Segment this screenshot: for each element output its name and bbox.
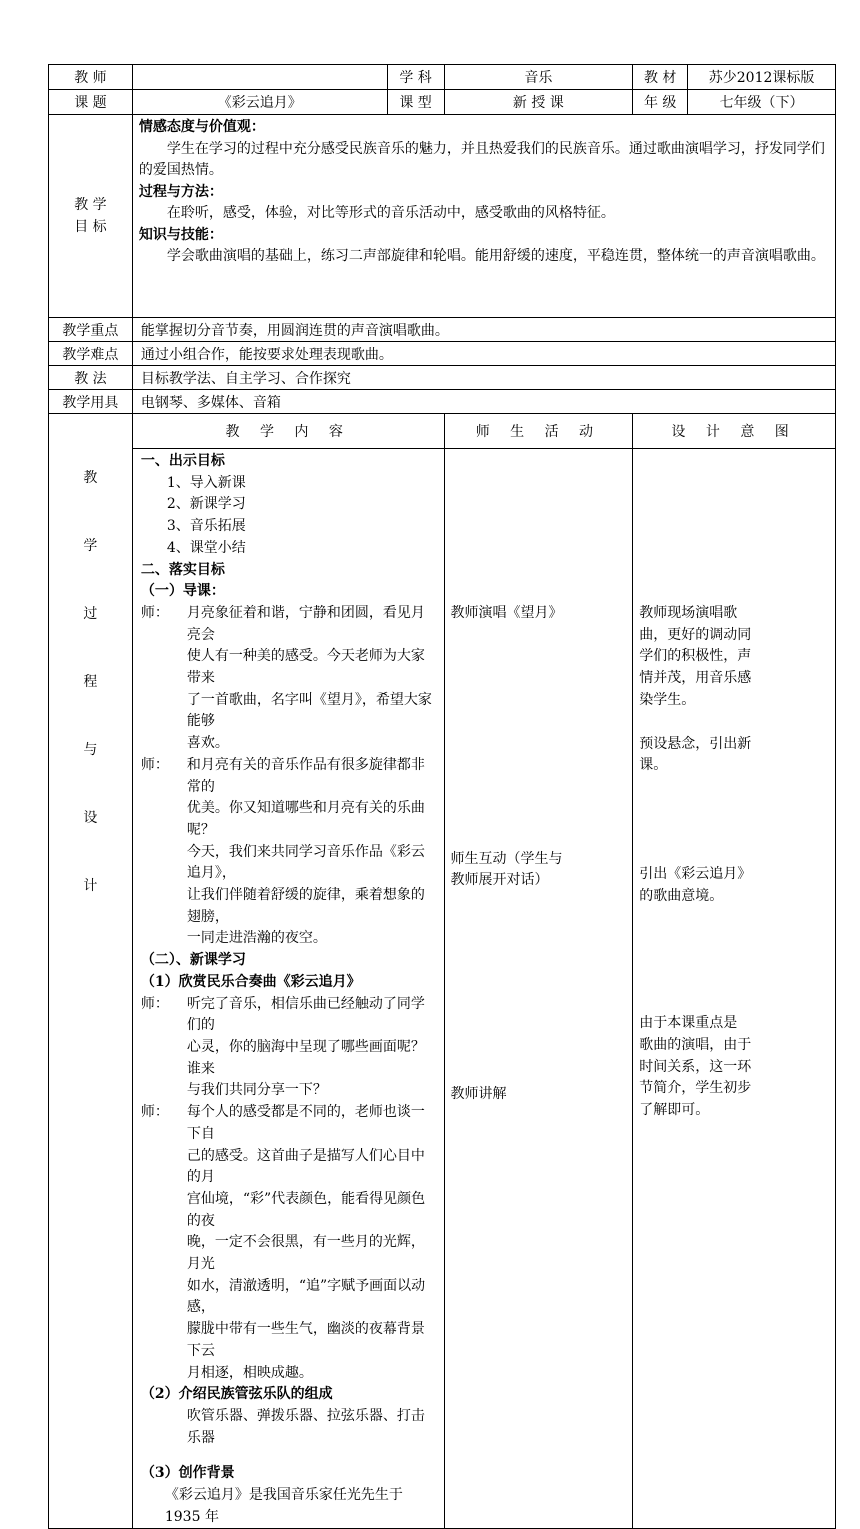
intent-line: 了解即可。 <box>639 1102 710 1119</box>
difficulty-label: 教学难点 <box>49 342 133 366</box>
dialogue-line: 心灵，你的脑海中呈现了哪些画面呢？谁来 <box>186 1038 425 1077</box>
process-char: 计 <box>83 878 98 894</box>
dialogue-text <box>187 1102 438 1384</box>
activity-interact <box>451 849 629 892</box>
dialogue-block <box>141 755 438 950</box>
type-label: 课 型 <box>387 90 444 115</box>
dialogue-line: 晚，一定不会很黑，有一些月的光辉，月光 <box>186 1234 425 1273</box>
dialogue-line: 喜欢。 <box>186 735 229 752</box>
process-char: 与 <box>83 742 98 758</box>
goal-heading-process: 过程与方法： <box>138 183 223 200</box>
spacer <box>141 1449 438 1463</box>
subsection-title: （3）创作背景 <box>140 1465 235 1482</box>
subsection-title: （1）欣赏民乐合奏曲《彩云追月》 <box>140 973 361 990</box>
dialogue-line: 优美。你又知道哪些和月亮有关的乐曲呢？ <box>186 800 425 838</box>
activity-line: 教师展开对话） <box>450 872 549 889</box>
intent-line: 预设悬念，引出新 <box>639 735 752 752</box>
speaker-label: 师： <box>140 756 169 773</box>
intent-block <box>639 1013 831 1122</box>
dialogue-line: 与我们共同分享一下？ <box>186 1082 327 1099</box>
list-item: 3、音乐拓展 <box>166 518 246 535</box>
teacher-label: 教 师 <box>49 65 133 90</box>
subject-label: 学 科 <box>387 65 444 90</box>
process-char: 设 <box>83 810 98 826</box>
dialogue-line: 朦胧中带有一些生气，幽淡的夜幕背景下云 <box>186 1321 425 1359</box>
subsection-title: （2）介绍民族管弦乐队的组成 <box>140 1386 333 1403</box>
key-point-value: 能掌握切分音节奏，用圆润连贯的声音演唱歌曲。 <box>132 318 835 342</box>
activity-line: 师生互动（学生与 <box>450 850 563 867</box>
dialogue-line: 和月亮有关的音乐作品有很多旋律都非常的 <box>186 756 425 795</box>
dialogue-line: 使人有一种美的感受。今天老师为大家带来 <box>186 648 425 687</box>
dialogue-line: 月相逐，相映成趣。 <box>186 1364 313 1381</box>
goal-heading-skill: 知识与技能： <box>138 226 223 243</box>
dialogue-line: 今天，我们来共同学习音乐作品《彩云追月》， <box>186 843 425 882</box>
intent-line: 染学生。 <box>639 691 696 708</box>
process-char: 过 <box>83 606 98 622</box>
col-header-activity: 师 生 活 动 <box>444 414 633 449</box>
method-value: 目标教学法、自主学习、合作探究 <box>132 366 835 390</box>
topic-label: 课 题 <box>49 90 133 115</box>
intent-line: 时间关系，这一环 <box>639 1058 752 1075</box>
dialogue-line: 如水，清澈透明，“追”字赋予画面以动感， <box>186 1277 426 1316</box>
process-label <box>49 414 133 1529</box>
dialogue-line: 听完了音乐，相信乐曲已经触动了同学们的 <box>186 995 425 1034</box>
goal-heading-attitude: 情感态度与价值观： <box>138 119 265 135</box>
dialogue-block <box>141 1102 438 1384</box>
dialogue-line: 了一首歌曲，名字叫《望月》，希望大家能够 <box>186 691 432 730</box>
dialogue-line: 己的感受。这首曲子是描写人们心目中的月 <box>186 1147 425 1186</box>
intent-line: 情并茂，用音乐感 <box>639 670 752 687</box>
goal-text-process: 在聆听，感受，体验，对比等形式的音乐活动中，感受歌曲的风格特征。 <box>166 205 615 221</box>
section-title: 二、落实目标 <box>140 561 225 578</box>
intent-line: 节简介，学生初步 <box>639 1080 752 1097</box>
goal-text-attitude: 学生在学习的过程中充分感受民族音乐的魅力，并且热爱我们的民族音乐。通过歌曲演唱学习，抒发同学们的爱国热情。 <box>138 140 825 178</box>
topic-value: 《彩云追月》 <box>132 90 387 115</box>
intent-block <box>639 734 831 777</box>
dialogue-text <box>187 994 438 1103</box>
grade-label: 年 级 <box>633 90 688 115</box>
dialogue-block <box>141 994 438 1103</box>
intent-line: 课。 <box>639 757 668 774</box>
list-item: 2、新课学习 <box>166 496 246 513</box>
speaker-label: 师： <box>140 995 169 1012</box>
goals-label-line1: 教 学 <box>74 197 107 213</box>
intent-line: 学们的积极性，声 <box>639 648 752 665</box>
intent-cell <box>633 449 836 1529</box>
intent-line: 引出《彩云追月》 <box>639 865 752 882</box>
dialogue-line: 让我们伴随着舒缓的旋律，乘着想象的翅膀， <box>186 887 425 925</box>
method-label: 教 法 <box>49 366 133 390</box>
tools-label: 教学用具 <box>49 390 133 414</box>
dialogue-line: 宫仙境，“彩”代表颜色，能看得见颜色的夜 <box>186 1190 426 1229</box>
process-char: 程 <box>83 674 98 690</box>
dialogue-line: 每个人的感受都是不同的，老师也谈一下自 <box>186 1104 425 1142</box>
textbook-value: 苏少2012课标版 <box>688 65 836 90</box>
goals-content <box>132 115 835 318</box>
teacher-value <box>132 65 387 90</box>
col-header-content: 教 学 内 容 <box>132 414 444 449</box>
process-char: 学 <box>83 538 98 554</box>
speaker-label: 师： <box>140 1104 169 1121</box>
process-vertical-label <box>49 414 132 920</box>
content-cell <box>132 449 444 1529</box>
difficulty-value: 通过小组合作，能按要求处理表现歌曲。 <box>132 342 835 366</box>
intent-line: 曲，更好的调动同 <box>639 626 752 643</box>
intent-line: 教师现场演唱歌 <box>639 605 738 621</box>
intent-block <box>639 603 831 712</box>
intent-line: 歌曲的演唱，由于 <box>639 1037 752 1054</box>
dialogue-line: 月亮象征着和谐，宁静和团圆，看见月亮会 <box>186 604 425 643</box>
dialogue-line: 一同走进浩瀚的夜空。 <box>186 930 327 947</box>
speaker-label: 师： <box>140 604 169 621</box>
intent-line: 由于本课重点是 <box>639 1015 738 1032</box>
list-item: 1、导入新课 <box>166 474 246 491</box>
process-char: 教 <box>83 470 98 486</box>
textbook-label: 教 材 <box>633 65 688 90</box>
activity-cell <box>444 449 633 1529</box>
dialogue-text <box>187 603 438 755</box>
list-item: 4、课堂小结 <box>166 539 246 556</box>
subject-value: 音乐 <box>444 65 633 90</box>
intent-line: 的歌曲意境。 <box>639 887 724 904</box>
key-point-label: 教学重点 <box>49 318 133 342</box>
dialogue-block <box>141 603 438 755</box>
type-value: 新 授 课 <box>444 90 633 115</box>
instruments-text: 吹管乐器、弹拨乐器、拉弦乐器、打击乐器 <box>186 1407 425 1446</box>
goal-text-skill: 学会歌曲演唱的基础上，练习二声部旋律和轮唱。能用舒缓的速度，平稳连贯，整体统一的声音演唱歌曲。 <box>166 248 825 264</box>
activity-explain: 教师讲解 <box>450 1086 507 1103</box>
activity-sing: 教师演唱《望月》 <box>450 605 563 621</box>
subsection-title: （二）、新课学习 <box>140 952 246 969</box>
grade-value: 七年级（下） <box>688 90 836 115</box>
intent-block <box>639 864 831 907</box>
col-header-intent: 设 计 意 图 <box>633 414 836 449</box>
background-text: 《彩云追月》是我国音乐家任光先生于 1935 年 <box>164 1487 403 1525</box>
goals-label <box>49 115 133 318</box>
lesson-plan-table <box>48 64 836 1529</box>
dialogue-text <box>187 755 438 950</box>
tools-value: 电钢琴、多媒体、音箱 <box>132 390 835 414</box>
goals-label-line2: 目 标 <box>74 219 107 235</box>
section-title: 一、出示目标 <box>140 453 225 469</box>
subsection-title: （一）导课： <box>140 583 225 600</box>
